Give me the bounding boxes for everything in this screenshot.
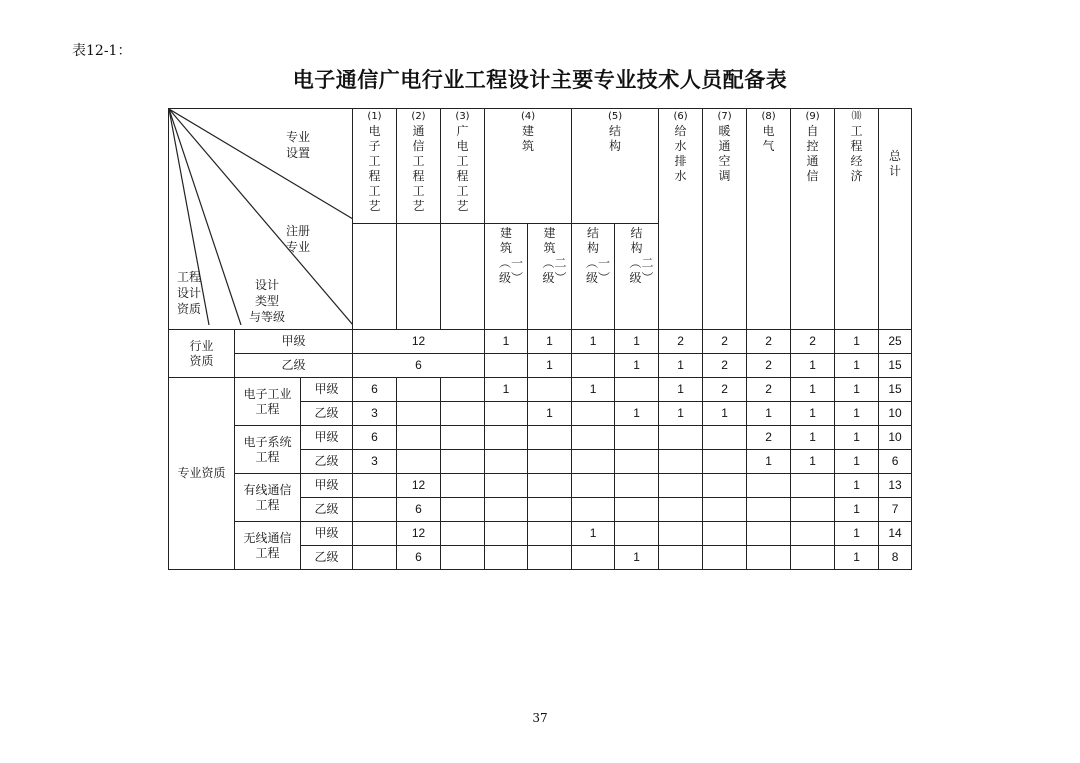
table-row (169, 330, 912, 354)
grade-cell: 乙级 (301, 498, 353, 522)
cell (353, 498, 397, 522)
cell (485, 402, 528, 426)
cell (615, 378, 659, 402)
cell: 2 (747, 426, 791, 450)
cell (747, 498, 791, 522)
cell: 2 (659, 330, 703, 354)
cell (747, 522, 791, 546)
cell: 1 (572, 378, 615, 402)
reg-cell-2 (397, 224, 441, 330)
col-header-10: ⑽ 工程经济 (835, 109, 879, 330)
cell: 1 (572, 522, 615, 546)
cell: 1 (835, 474, 879, 498)
corner-label-design-type: 设计 类型 与等级 (248, 278, 285, 324)
cell: 1 (835, 330, 879, 354)
total-cell: 8 (879, 546, 912, 570)
cell: 1 (659, 402, 703, 426)
cell (528, 378, 572, 402)
cell: 1 (659, 378, 703, 402)
grade-cell: 甲级 (301, 378, 353, 402)
cell: 1 (615, 330, 659, 354)
col-header-3: (3) 广电工程工艺 (441, 109, 485, 224)
cell (703, 522, 747, 546)
grade-cell: 乙级 (301, 450, 353, 474)
cell (659, 522, 703, 546)
cell (485, 426, 528, 450)
cell (703, 426, 747, 450)
cell: 2 (703, 330, 747, 354)
cell (659, 546, 703, 570)
grade-cell: 甲级 (301, 474, 353, 498)
cell: 1 (791, 378, 835, 402)
grade-cell: 甲级 (235, 330, 353, 354)
cell: 1 (747, 402, 791, 426)
reg-cell-3 (441, 224, 485, 330)
cell: 1 (485, 378, 528, 402)
cell: 1 (791, 402, 835, 426)
cell: 2 (703, 378, 747, 402)
cell: 1 (835, 546, 879, 570)
cell: 1 (835, 354, 879, 378)
cell (441, 546, 485, 570)
cell (703, 498, 747, 522)
table-row (169, 426, 912, 450)
cell (791, 498, 835, 522)
cell: 6 (397, 546, 441, 570)
cell: 1 (485, 330, 528, 354)
cell: 1 (615, 546, 659, 570)
cell (572, 450, 615, 474)
cell: 1 (791, 450, 835, 474)
grade-cell: 甲级 (301, 426, 353, 450)
cell (791, 546, 835, 570)
cell (747, 474, 791, 498)
cell: 12 (397, 522, 441, 546)
cell: 6 (353, 378, 397, 402)
group-name: 电子系统 工程 (235, 426, 301, 474)
table-label: 表12-1： (72, 43, 132, 59)
cell: 12 (397, 474, 441, 498)
cell (703, 474, 747, 498)
grade-cell: 甲级 (301, 522, 353, 546)
cell (659, 426, 703, 450)
cell: 3 (353, 402, 397, 426)
cell: 1 (747, 450, 791, 474)
cell (747, 546, 791, 570)
cell: 1 (835, 450, 879, 474)
cell (441, 474, 485, 498)
cell (615, 522, 659, 546)
total-cell: 13 (879, 474, 912, 498)
cell (615, 426, 659, 450)
cell (353, 522, 397, 546)
cell: 3 (353, 450, 397, 474)
cell (441, 378, 485, 402)
cell: 1 (572, 330, 615, 354)
table-row (169, 378, 912, 402)
cell (441, 426, 485, 450)
group-name: 有线通信 工程 (235, 474, 301, 522)
corner-label-specialty: 专业 设置 (285, 130, 310, 160)
page-number: 37 (532, 711, 548, 725)
cell (353, 546, 397, 570)
cell: 1 (615, 402, 659, 426)
col-header-1: (1) 电子工程工艺 (353, 109, 397, 224)
total-cell: 14 (879, 522, 912, 546)
group-name: 电子工业 工程 (235, 378, 301, 426)
cell: 1 (528, 354, 572, 378)
col-header-4: (4) 建筑 (485, 109, 572, 224)
total-cell: 6 (879, 450, 912, 474)
cell (485, 522, 528, 546)
cell: 1 (835, 498, 879, 522)
cell: 1 (615, 354, 659, 378)
reg-cell-1 (353, 224, 397, 330)
col-header-9: (9) 自控通信 (791, 109, 835, 330)
cell: 1 (528, 402, 572, 426)
merged-value: 12 (353, 330, 485, 354)
col-header-7: (7) 暖通空调 (703, 109, 747, 330)
cell (572, 354, 615, 378)
cell: 1 (791, 354, 835, 378)
reg-header-4a: 建筑︵一级︶ (485, 224, 528, 330)
cell (485, 450, 528, 474)
cell (572, 474, 615, 498)
cell (572, 546, 615, 570)
cell (572, 426, 615, 450)
cell (441, 522, 485, 546)
section-industry: 行业 资质 (169, 330, 235, 378)
cell: 2 (747, 330, 791, 354)
cell (659, 498, 703, 522)
cell: 1 (835, 378, 879, 402)
cell: 1 (528, 330, 572, 354)
cell: 6 (353, 426, 397, 450)
cell (528, 546, 572, 570)
cell (528, 474, 572, 498)
cell (791, 474, 835, 498)
cell (528, 522, 572, 546)
col-header-total: 总计 (879, 109, 912, 330)
cell (703, 450, 747, 474)
cell (528, 450, 572, 474)
corner-header (169, 109, 353, 330)
col-header-6: (6) 给水排水 (659, 109, 703, 330)
cell (615, 450, 659, 474)
reg-header-5a: 结构︵一级︶ (572, 224, 615, 330)
cell: 2 (747, 378, 791, 402)
cell: 1 (703, 402, 747, 426)
cell (659, 450, 703, 474)
reg-header-5b: 结构︵二级︶ (615, 224, 659, 330)
cell (615, 474, 659, 498)
total-cell: 7 (879, 498, 912, 522)
total-cell: 15 (879, 378, 912, 402)
cell: 6 (397, 498, 441, 522)
cell (703, 546, 747, 570)
cell (485, 498, 528, 522)
group-name: 无线通信 工程 (235, 522, 301, 570)
col-header-2: (2) 通信工程工艺 (397, 109, 441, 224)
grade-cell: 乙级 (301, 546, 353, 570)
total-cell: 10 (879, 402, 912, 426)
total-cell: 25 (879, 330, 912, 354)
cell (791, 522, 835, 546)
total-cell: 10 (879, 426, 912, 450)
cell (659, 474, 703, 498)
page-title: 电子通信广电行业工程设计主要专业技术人员配备表 (292, 68, 788, 92)
cell: 1 (835, 522, 879, 546)
cell (441, 402, 485, 426)
cell (572, 402, 615, 426)
cell (441, 450, 485, 474)
table-row (169, 474, 912, 498)
cell: 1 (835, 402, 879, 426)
cell: 1 (835, 426, 879, 450)
col-header-5: (5) 结构 (572, 109, 659, 224)
cell (485, 546, 528, 570)
corner-label-qualification: 工程 设计 资质 (176, 270, 201, 316)
cell: 2 (747, 354, 791, 378)
cell: 1 (791, 426, 835, 450)
cell (397, 426, 441, 450)
cell (528, 426, 572, 450)
grade-cell: 乙级 (235, 354, 353, 378)
cell: 2 (703, 354, 747, 378)
grade-cell: 乙级 (301, 402, 353, 426)
table-row (169, 522, 912, 546)
total-cell: 15 (879, 354, 912, 378)
cell (615, 498, 659, 522)
cell (441, 498, 485, 522)
cell (528, 498, 572, 522)
cell (353, 474, 397, 498)
cell: 2 (791, 330, 835, 354)
cell (572, 498, 615, 522)
cell (485, 354, 528, 378)
cell (397, 450, 441, 474)
col-header-8: (8) 电气 (747, 109, 791, 330)
cell (397, 378, 441, 402)
merged-value: 6 (353, 354, 485, 378)
cell (485, 474, 528, 498)
corner-label-registered: 注册 专业 (285, 224, 310, 254)
cell: 1 (659, 354, 703, 378)
reg-header-4b: 建筑︵二级︶ (528, 224, 572, 330)
cell (397, 402, 441, 426)
section-specialty: 专业资质 (169, 378, 235, 570)
staffing-table (168, 108, 912, 570)
table-row (169, 354, 912, 378)
